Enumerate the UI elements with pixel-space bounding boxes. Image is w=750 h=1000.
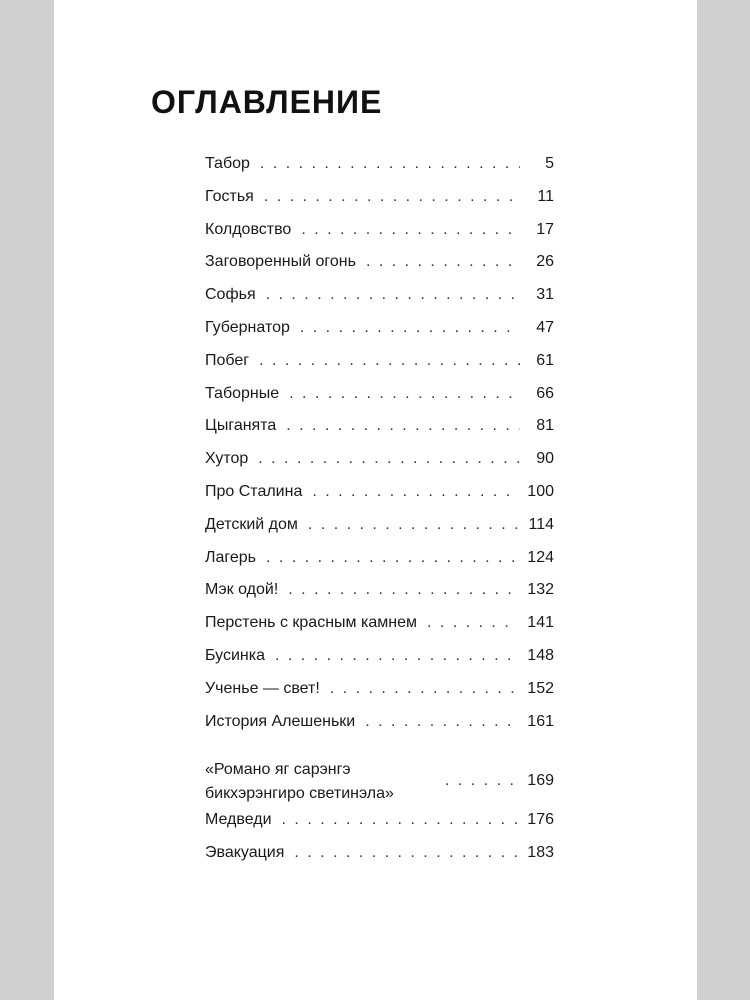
toc-entry	[205, 740, 554, 806]
dot-leader	[275, 642, 517, 670]
dot-leader	[258, 445, 520, 473]
toc-entry-title: Софья	[205, 286, 256, 304]
toc-entry-page: 17	[536, 220, 554, 238]
toc-entry-page: 90	[536, 450, 554, 468]
dot-leader	[300, 314, 520, 342]
toc-entry-page: 176	[527, 811, 554, 829]
toc-entry-page: 11	[537, 187, 554, 205]
toc-entry	[205, 445, 554, 478]
toc-entry-title: История Алешеньки	[205, 712, 356, 730]
toc-entry-title: Бусинка	[205, 646, 265, 664]
toc-entry-title: Гостья	[205, 187, 254, 205]
toc-entry-page: 47	[536, 318, 554, 336]
toc-entry	[205, 576, 554, 609]
table-of-contents	[205, 150, 554, 872]
toc-entry-title: Таборные	[205, 384, 280, 402]
dot-leader	[366, 248, 520, 276]
toc-entry	[205, 150, 554, 183]
toc-entry-title: Перстень с красным камнем	[205, 614, 417, 632]
dot-leader	[264, 183, 520, 211]
toc-entry-page: 132	[527, 581, 554, 599]
dot-leader	[266, 544, 517, 572]
toc-entry-title: Табор	[205, 155, 250, 172]
toc-entry-title: Колдовство	[205, 220, 292, 238]
toc-entry-page: 169	[527, 772, 554, 790]
toc-entry-title: Детский дом	[205, 515, 298, 533]
dot-leader	[427, 609, 517, 637]
toc-entry	[205, 839, 554, 872]
toc-entry-title: Хутор	[205, 450, 249, 468]
dot-leader	[301, 216, 520, 244]
dot-leader	[282, 806, 518, 834]
toc-entry-page: 66	[536, 384, 554, 402]
toc-entry-title: Мэк одой!	[205, 581, 279, 599]
dot-leader	[330, 675, 517, 703]
toc-entry-page: 81	[536, 417, 554, 435]
toc-entry-page: 183	[527, 844, 554, 862]
toc-entry	[205, 281, 554, 314]
toc-entry	[205, 806, 554, 839]
dot-leader	[294, 839, 517, 867]
dot-leader	[365, 708, 517, 736]
toc-entry	[205, 380, 554, 413]
dot-leader	[259, 347, 520, 375]
toc-entry	[205, 216, 554, 249]
toc-entry	[205, 478, 554, 511]
toc-entry	[205, 248, 554, 281]
toc-entry-title: Заговоренный огонь	[205, 253, 356, 271]
toc-entry-title: Губернатор	[205, 318, 290, 336]
toc-entry	[205, 675, 554, 708]
toc-entry	[205, 412, 554, 445]
toc-entry-title: Цыганята	[205, 417, 277, 435]
page-title: ОГЛАВЛЕНИЕ	[151, 84, 383, 120]
dot-leader	[288, 576, 517, 604]
dot-leader	[286, 412, 520, 440]
toc-entry	[205, 544, 554, 577]
toc-entry	[205, 347, 554, 380]
toc-entry-title: Лагерь	[205, 548, 257, 566]
toc-entry-page: 31	[536, 286, 554, 304]
toc-entry-title: Про Сталина	[205, 482, 303, 500]
toc-entry-page: 141	[527, 614, 554, 632]
toc-entry-page: 124	[527, 548, 554, 566]
toc-entry-title: Ученье — свет!	[205, 679, 320, 697]
dot-leader	[266, 281, 520, 309]
toc-entry-page: 152	[527, 679, 554, 697]
dot-leader	[289, 380, 520, 408]
toc-entry-page: 5	[545, 155, 554, 172]
dot-leader	[312, 478, 517, 506]
toc-entry	[205, 609, 554, 642]
toc-entry	[205, 708, 554, 741]
toc-entry-title: Медведи	[205, 811, 272, 829]
toc-entry	[205, 511, 554, 544]
book-page	[54, 0, 697, 1000]
toc-entry-title: Эвакуация	[205, 844, 285, 862]
toc-entry	[205, 183, 554, 216]
toc-entry-page: 61	[536, 351, 554, 369]
toc-entry-page: 148	[527, 646, 554, 664]
toc-entry-title: «Романо яг сарэнгэ бикхэрэнгиро светинэла»	[205, 761, 394, 803]
dot-leader	[260, 150, 520, 178]
toc-entry-page: 100	[527, 482, 554, 500]
dot-leader	[308, 511, 519, 539]
toc-entry-page: 114	[528, 515, 554, 533]
toc-entry-title: Побег	[205, 351, 250, 369]
toc-entry-page: 161	[527, 712, 554, 730]
toc-entry	[205, 642, 554, 675]
toc-entry-page: 26	[536, 253, 554, 271]
toc-entry	[205, 314, 554, 347]
dot-leader	[445, 767, 517, 806]
